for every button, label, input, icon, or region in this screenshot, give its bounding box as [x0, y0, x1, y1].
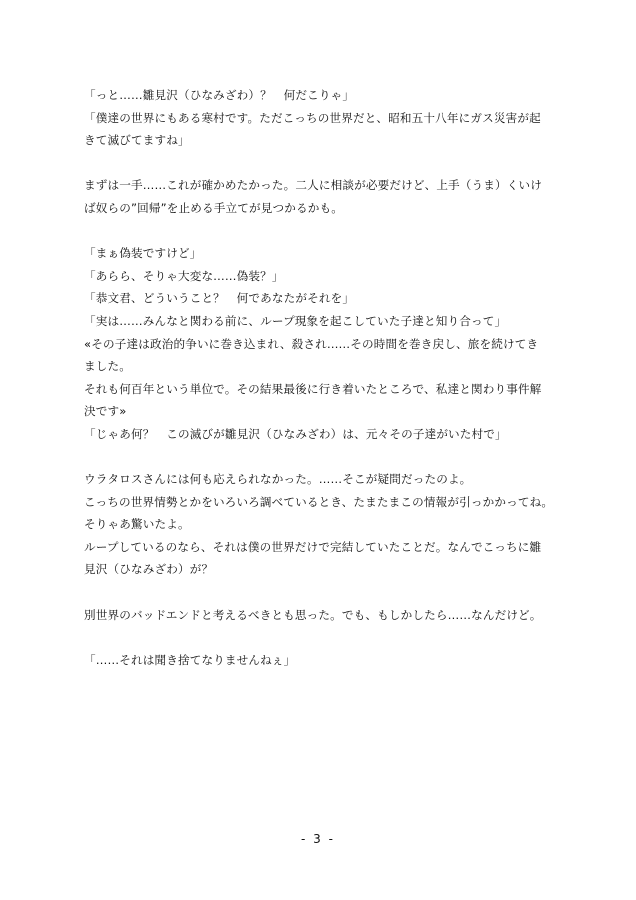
text-line: 決です» [84, 404, 127, 419]
text-line: 「じゃあ何？ この滅びが雛見沢（ひなみざわ）は、元々その子達がいた村で」 [84, 426, 507, 441]
body-text [84, 84, 559, 671]
text-line: こっちの世界情勢とかをいろいろ調べているとき、たまたまこの情報が引っかかってね。 [84, 494, 554, 509]
text-line: 「あらら、そりゃ大変な……偽装？」 [84, 268, 284, 283]
text-line: 「まぁ偽装ですけど」 [84, 246, 202, 261]
text-line: 「実は……みんなと関わる前に、ループ現象を起こしていた子達と知り合って」 [84, 313, 507, 328]
text-line: ました。 [84, 359, 131, 374]
text-line: そりゃあ驚いたよ。 [84, 517, 190, 532]
text-line: ば奴らの”回帰”を止める手立てが見つかるかも。 [84, 200, 343, 215]
text-line: ウラタロスさんには何も応えられなかった。……そこが疑問だったのよ。 [84, 472, 472, 487]
text-line: きて滅びてますね」 [84, 133, 190, 148]
page-number: - 3 - [301, 832, 335, 846]
blank-line [84, 220, 559, 243]
text-line: ループしているのなら、それは僕の世界だけで完結していたことだ。なんでこっちに雛 [84, 539, 542, 554]
text-line: まずは一手……これが確かめたかった。二人に相談が必要だけど、上手（うま）くいけ [84, 178, 543, 193]
text-line: «その子達は政治的争いに巻き込まれ、殺され……その時間を巻き戻し、旅を続けてき [84, 336, 539, 351]
text-line: 見沢（ひなみざわ）が？ [84, 562, 214, 577]
blank-line [84, 626, 559, 649]
text-line: 「僕達の世界にもある寒村です。ただこっちの世界だと、昭和五十八年にガス災害が起 [84, 110, 541, 125]
text-line: 「……それは聞き捨てなりませんねぇ」 [84, 652, 296, 667]
text-line: それも何百年という単位で。その結果最後に行き着いたところで、私達と関わり事件解 [84, 381, 542, 396]
text-line: 「っと……雛見沢（ひなみざわ）？ 何だこりゃ」 [84, 88, 355, 102]
blank-line [84, 446, 559, 469]
blank-line [84, 152, 559, 175]
blank-line [84, 581, 559, 604]
text-line: 「恭文君、どういうこと？ 何であなたがそれを」 [84, 291, 355, 306]
text-line: 別世界のバッドエンドと考えるべきとも思った。でも、もしかしたら……なんだけど。 [84, 607, 542, 622]
